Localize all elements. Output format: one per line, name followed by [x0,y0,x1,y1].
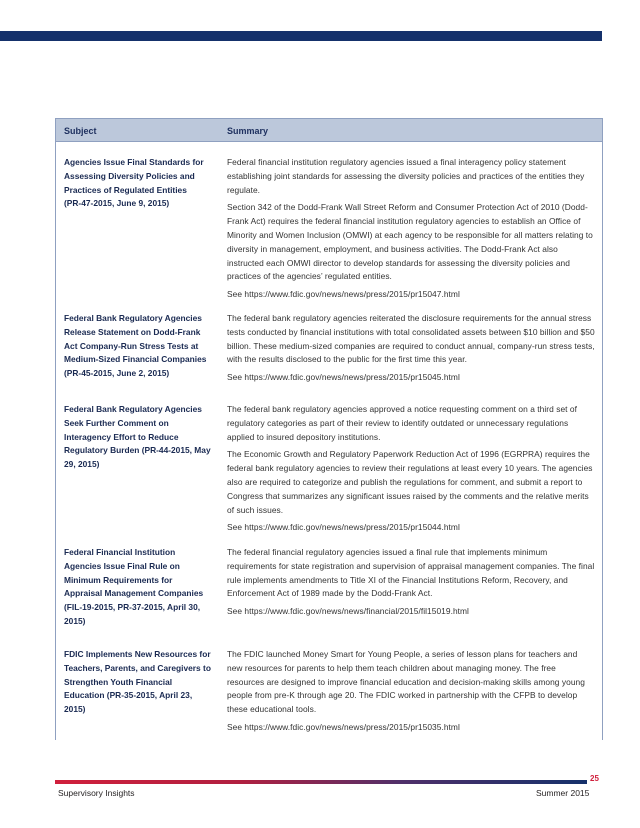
table-header [56,118,602,142]
row-summary: Federal financial institution regulatory agencies issued a final interagency policy statement establishing joint standards for assessing the diversity policies and practices of the entities they regulate. Section 342 of the Dodd-Frank Wall Street Reform and Consumer Protection Act of 2010 (Dodd-Frank Act) requires the federal financial institution regulatory agencies to establish an Office of Minority and Women Inclusion (OMWI) at each agency to be responsible for all matters relating to diversity in management, employment, and business activities. The Dodd-Frank Act also instructed each OMWI director to develop standards for assessing the diversity policies and practices of the agencies’ regulated entities. See https://www.fdic.gov/news/news/press/2015/pr15047.html [227,156,595,306]
source-link[interactable]: See https://www.fdic.gov/news/news/press/2015/pr15047.html [227,289,460,300]
row-summary: The federal bank regulatory agencies approved a notice requesting comment on a third set of regulatory categories as part of their review to identify outdated or unnecessary regulations applied to insured depository institutions. The Economic Growth and Regulatory Paperwork Reduction Act of 1996 (EGRPRA) requires the federal bank regulatory agencies to review their regulations at least every 10 years. The agencies also are required to categorize and publish the regulations for comment, and submit a report to Congress that summarizes any significant issues raised by the comments and the relative merits of such issues. See https://www.fdic.gov/news/news/press/2015/pr15044.html [227,403,595,539]
footer-divider [55,780,587,784]
row-summary: The federal financial regulatory agencies issued a final rule that implements minimum requirements for state registration and supervision of appraisal management companies. The final rule implements amendments to Title XI of the Financial Institutions Reform, Recovery, and Enforcement Act of 1989 made by the Dodd-Frank Act. See https://www.fdic.gov/news/news/financial/2015/fil15019.html [227,546,595,623]
row-subject: Agencies Issue Final Standards for Assessing Diversity Policies and Practices of Regulated Entities (PR-47-2015, June 9, 2015) [64,157,204,209]
publication-title: Supervisory Insights [58,788,135,798]
row-subject: FDIC Implements New Resources for Teachers, Parents, and Caregivers to Strengthen Youth Financial Education (PR-35-2015, April 23, 2015) [64,649,211,715]
row-subject: Federal Bank Regulatory Agencies Release Statement on Dodd-Frank Act Company-Run Stress Tests at Medium-Sized Financial Companies (PR-45-2015, June 2, 2015) [64,313,207,379]
row-subject: Federal Financial Institution Agencies Issue Final Rule on Minimum Requirements for Appraisal Management Companies (FIL-19-2015, PR-37-2015, April 30, 2015) [64,547,204,626]
issue-date: Summer 2015 [536,788,590,798]
row-subject: Federal Bank Regulatory Agencies Seek Further Comment on Interagency Effort to Reduce Regulatory Burden (PR-44-2015, May 29, 2015) [64,404,211,470]
source-link[interactable]: See https://www.fdic.gov/news/news/press/2015/pr15035.html [227,721,460,732]
source-link[interactable]: See https://www.fdic.gov/news/news/financial/2015/fil15019.html [227,606,469,617]
row-summary: The FDIC launched Money Smart for Young People, a series of lesson plans for teachers and new resources for parents to help them teach children about managing money. The free resources are designed to improve financial education and decision-making skills among young people from pre-K through age 20. The FDIC worked in partnership with the CFPB to develop these educational tools. See https://www.fdic.gov/news/news/press/2015/pr15035.html [227,648,595,739]
subject-column-header: Subject [64,126,97,136]
source-link[interactable]: See https://www.fdic.gov/news/news/press/2015/pr15045.html [227,372,460,383]
row-summary: The federal bank regulatory agencies reiterated the disclosure requirements for the annual stress tests conducted by financial institutions with total consolidated assets between $10 billion and $50 billion. These medium-sized companies are required to conduct annual, company-run stress tests, with the results disclosed to the public for the first time this year. See https://www.fdic.gov/news/news/press/2015/pr15045.html [227,312,595,389]
summary-table [55,118,603,740]
source-link[interactable]: See https://www.fdic.gov/news/news/press/2015/pr15044.html [227,522,460,533]
summary-column-header: Summary [227,126,269,136]
top-banner-bar [0,31,602,41]
page-number: 25 [590,774,599,783]
